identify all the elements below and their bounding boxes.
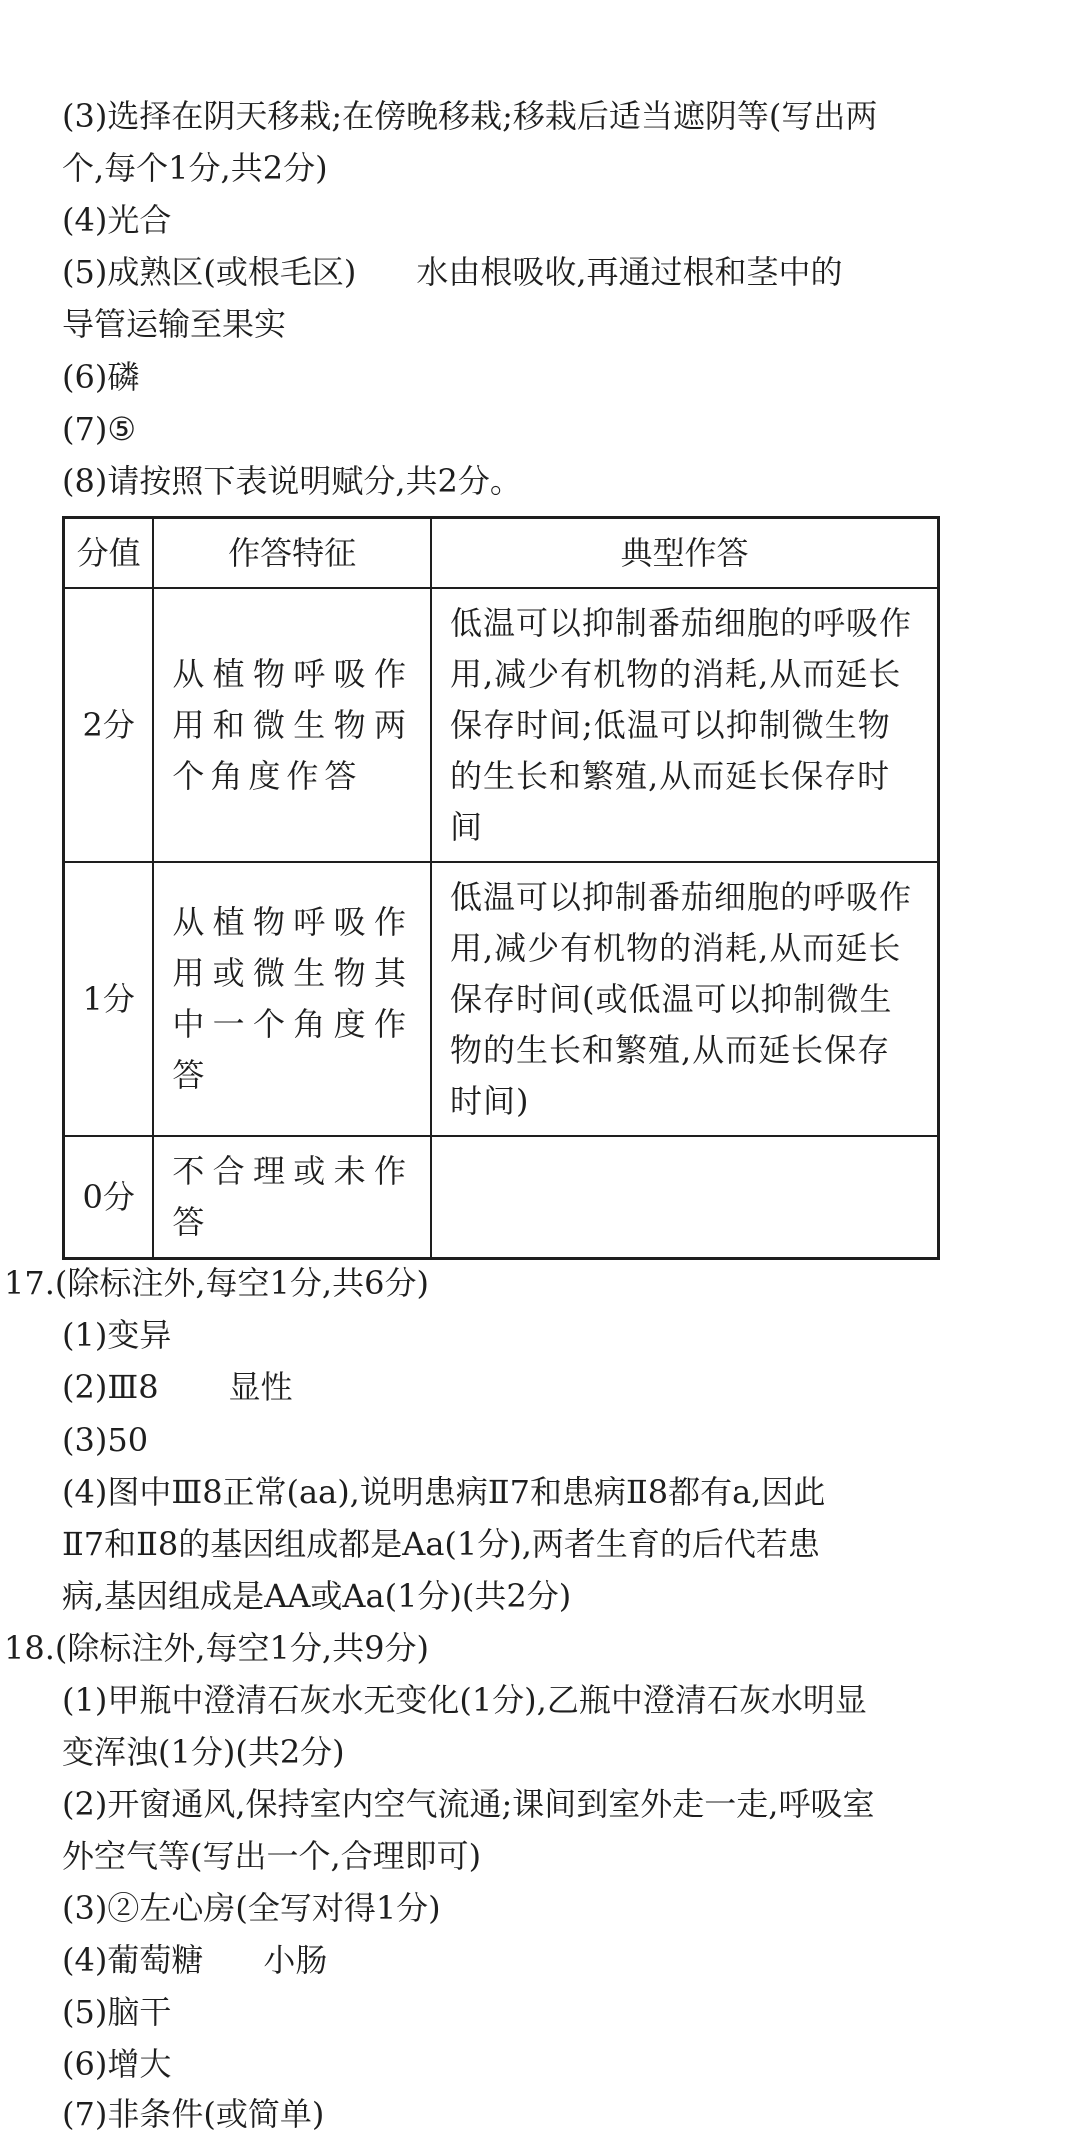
q16-part5-a: (5)成熟区(或根毛区) [62,253,357,291]
q16-part3-line1: (3)选择在阴天移栽;在傍晚移栽;移栽后适当遮阴等(写出两 [62,97,878,135]
q16-part8: (8)请按照下表说明赋分,共2分。 [62,462,522,500]
row-score: 1分 [64,862,154,1136]
table-header-row [64,518,939,589]
q18-part2-line2: 外空气等(写出一个,合理即可) [62,1837,482,1875]
q18-part1-line1: (1)甲瓶中澄清石灰水无变化(1分),乙瓶中澄清石灰水明显 [62,1681,867,1719]
q17-header: 17.(除标注外,每空1分,共6分) [4,1264,429,1302]
q17-part3: (3)50 [62,1421,149,1459]
row-score: 0分 [64,1136,154,1259]
q17-part2-a: (2)Ⅲ8 [62,1368,159,1406]
q18-part1-line2: 变浑浊(1分)(共2分) [62,1733,345,1771]
row-feature: 不合理或未作答 [153,1136,431,1259]
q17-part4-line3: 病,基因组成是AA或Aa(1分)(共2分) [62,1577,572,1615]
row-score: 2分 [64,588,154,862]
q16-part4: (4)光合 [62,201,172,239]
q17-part4-line1: (4)图中Ⅲ8正常(aa),说明患病Ⅱ7和患病Ⅱ8都有a,因此 [62,1473,826,1511]
q18-part6: (6)增大 [62,2045,172,2083]
q16-part5-b: 水由根吸收,再通过根和茎中的 [416,253,843,291]
q17-part2 [62,1365,293,1409]
table-row [64,1136,939,1259]
q17-part2-b: 显性 [228,1368,293,1406]
q18-part7: (7)非条件(或简单) [62,2095,325,2133]
q18-header: 18.(除标注外,每空1分,共9分) [4,1629,429,1667]
q18-part4 [62,1938,327,1982]
q16-part6: (6)磷 [62,358,140,396]
q16-part5-line2: 导管运输至果实 [62,305,287,343]
q16-part3-line2: 个,每个1分,共2分) [62,149,328,187]
table-row [64,862,939,1136]
header-answer: 典型作答 [431,518,939,589]
q16-part5-line1 [62,250,843,294]
q18-part4-a: (4)葡萄糖 [62,1941,204,1979]
q17-part1: (1)变异 [62,1316,172,1354]
q18-part5: (5)脑干 [62,1993,172,2031]
q18-part4-b: 小肠 [263,1941,328,1979]
row-feature: 从植物呼吸作用和微生物两个角度作答 [153,588,431,862]
header-score: 分值 [64,518,154,589]
scoring-table [62,516,940,1260]
row-feature: 从植物呼吸作用或微生物其中一个角度作答 [153,862,431,1136]
row-answer: 低温可以抑制番茄细胞的呼吸作用,减少有机物的消耗,从而延长保存时间(或低温可以抑制微生物的生长和繁殖,从而延长保存时间) [431,862,939,1136]
q16-part7: (7)⑤ [62,410,137,448]
q18-part2-line1: (2)开窗通风,保持室内空气流通;课间到室外走一走,呼吸室 [62,1785,875,1823]
q18-part3: (3)②左心房(全写对得1分) [62,1889,441,1927]
q17-part4-line2: Ⅱ7和Ⅱ8的基因组成都是Aa(1分),两者生育的后代若患 [62,1525,820,1563]
row-answer [431,1136,939,1259]
header-feature: 作答特征 [153,518,431,589]
table-row [64,588,939,862]
row-answer: 低温可以抑制番茄细胞的呼吸作用,减少有机物的消耗,从而延长保存时间;低温可以抑制微生物的生长和繁殖,从而延长保存时间 [431,588,939,862]
